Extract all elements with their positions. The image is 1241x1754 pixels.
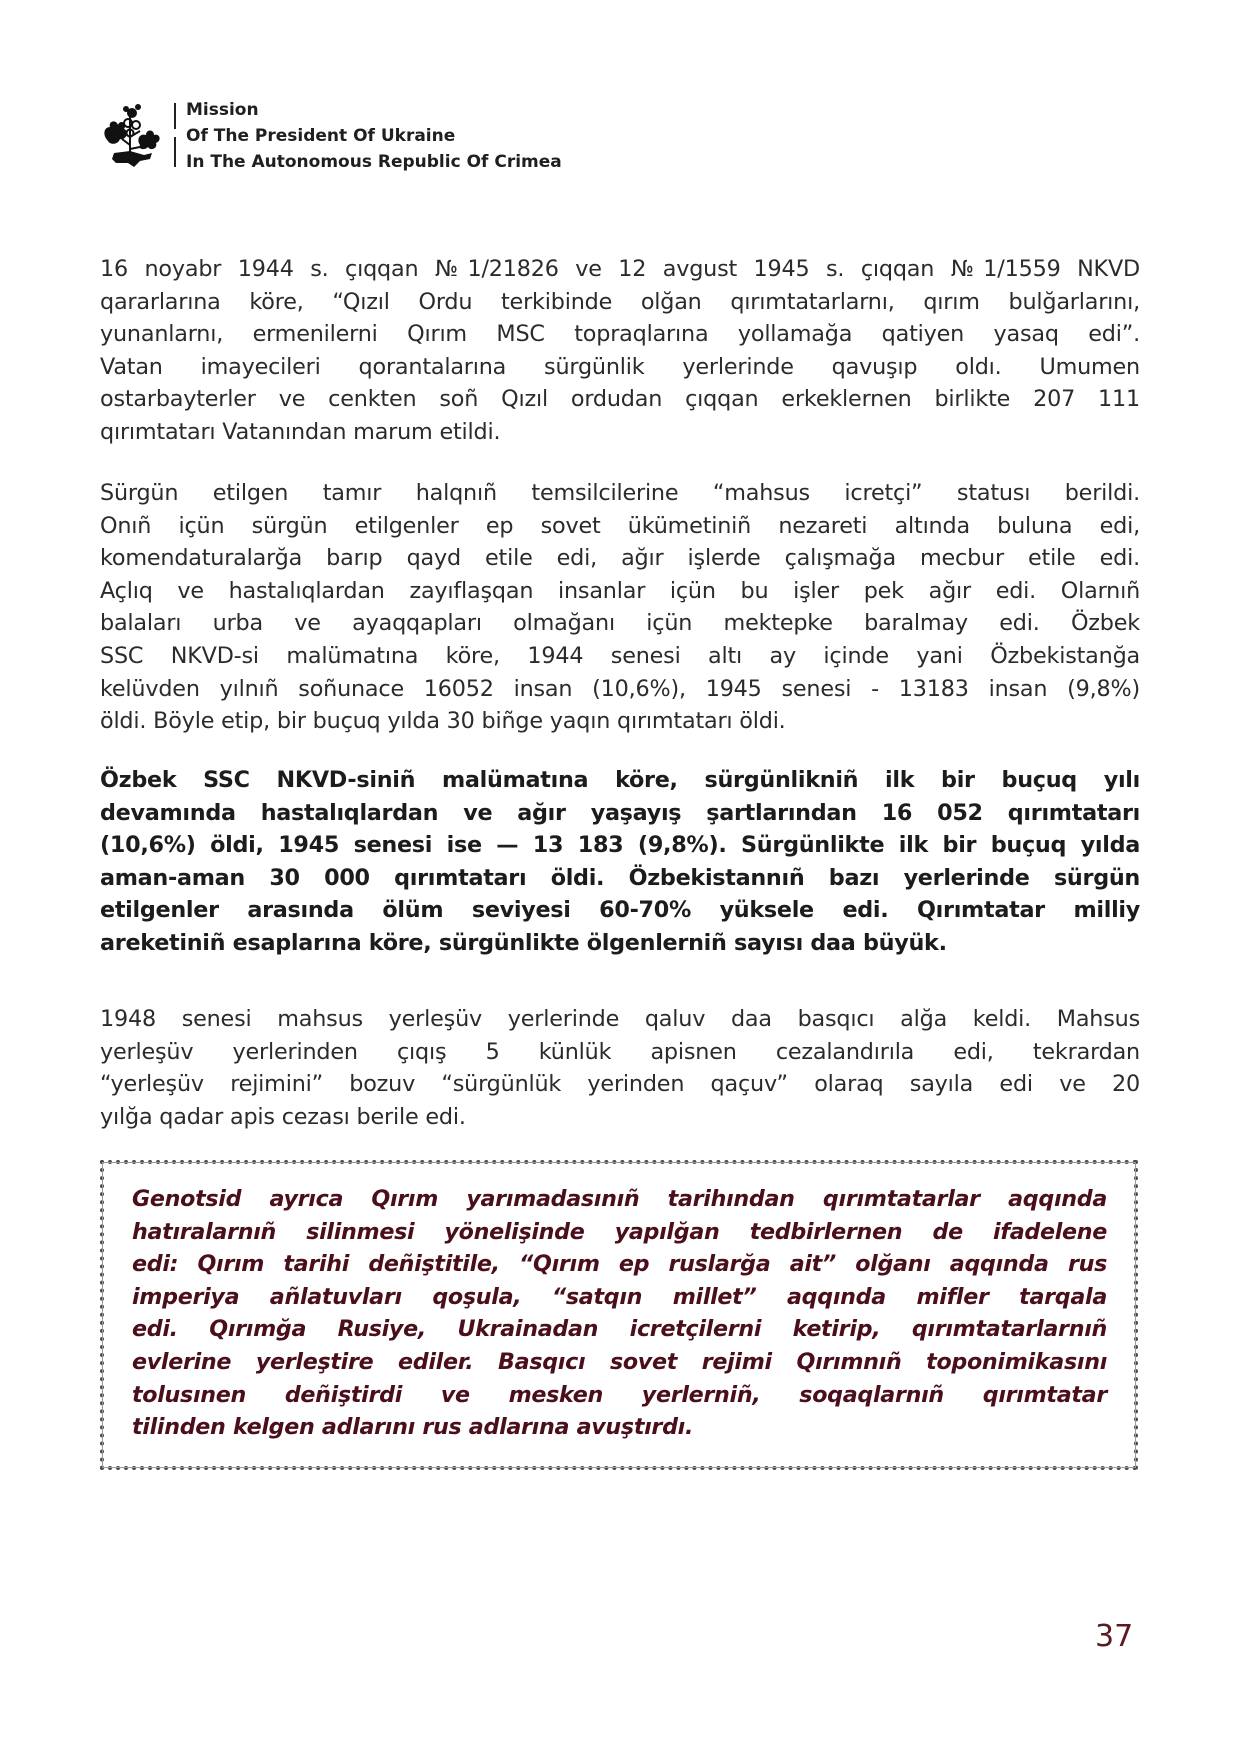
callout-line: Genotsid ayrıca Qırım yarımadasınıñ tarihından qırımtatarlar aqqında (132, 1186, 1107, 1212)
text-line: qırımtatarı Vatanından marum etildi. (100, 418, 501, 445)
paragraph-1 (100, 253, 1140, 449)
org-line: Mission (186, 100, 259, 120)
text-line: balaları urba ve ayaqqapları olmağanı içün mektepke baralmay edi. Özbek (100, 610, 1140, 637)
text-line: Özbek SSC NKVD-siniñ malümatına köre, sürgünlikniñ ilk bir buçuq yılı (100, 767, 1140, 793)
callout-line: edi. Qırımğa Rusiye, Ukrainadan icretçilerni ketirip, qırımtatarlarnıñ (132, 1316, 1107, 1343)
text-line: öldi. Böyle etip, bir buçuq yılda 30 biñge yaqın qırımtatarı öldi. (100, 708, 786, 735)
paragraph-2 (100, 477, 1140, 738)
text-line: Onıñ içün sürgün etilgenler ep sovet ükümetiniñ nezareti altında buluna edi, (100, 512, 1140, 539)
callout-line: imperiya añlatuvları qoşula, “satqın millet” aqqında mifler tarqala (132, 1283, 1107, 1310)
text-line: Sürgün etilgen tamır halqnıñ temsilcilerine “mahsus icretçi” statusı berildi. (100, 480, 1140, 506)
text-line: qararlarına köre, “Qızıl Ordu terkibinde olğan qırımtatarlarnı, qırım bulğarlarını, (100, 288, 1140, 315)
text-line: areketiniñ esaplarına köre, sürgünlikte ölgenlerniñ sayısı daa büyük. (100, 929, 947, 956)
text-line: SSC NKVD-si malümatına köre, 1944 senesi altı ay içinde yani Özbekistanğa (100, 642, 1140, 669)
callout-line: tolusınen deñiştirdi ve mesken yerlerniñ, soqaqlarnıñ qırımtatar (132, 1381, 1107, 1408)
paragraph-4 (100, 1003, 1140, 1133)
page-number: 37 (1095, 1619, 1134, 1654)
text-line: devamında hastalıqlardan ve ağır yaşayış şartlarından 16 052 qırımtatarı (100, 799, 1140, 826)
callout-line: edi: Qırım tarihi deñiştitile, “Qırım ep ruslarğa ait” olğanı aqqında rus (132, 1251, 1107, 1278)
callout-text (132, 1183, 1107, 1444)
text-line: aman-aman 30 000 qırımtatarı öldi. Özbekistannıñ bazı yerlerinde sürgün (100, 864, 1140, 891)
text-line: etilgenler arasında ölüm seviyesi 60-70% yüksele edi. Qırımtatar milliy (100, 897, 1140, 924)
paragraph-3-bold (100, 764, 1140, 960)
organization-name (186, 97, 562, 175)
text-line: Açlıq ve hastalıqlardan zayıflaşqan insanlar içün bu işler pek ağır edi. Olarnıñ (100, 577, 1140, 604)
text-line: Vatan imayecileri qorantalarına sürgünlik yerlerinde qavuşıp oldı. Umumen (100, 353, 1140, 380)
text-line: komendaturalarğa barıp qayd etile edi, ağır işlerde çalışmağa mecbur etile edi. (100, 545, 1140, 572)
text-line: kelüvden yılnıñ soñunace 16052 insan (10,6%), 1945 senesi - 13183 insan (9,8%) (100, 675, 1140, 702)
text-line: (10,6%) öldi, 1945 senesi ise — 13 183 (9,8%). Sürgünlikte ilk bir buçuq yılda (100, 832, 1140, 859)
org-line: Of The President Of Ukraine (186, 126, 456, 146)
text-line: 16 noyabr 1944 s. çıqqan №1/21826 ve 12 avgust 1945 s. çıqqan №1/1559 NKVD (100, 256, 1140, 282)
text-line: yunanlarnı, ermenilerni Qırım MSC topraqlarına yollamağa qatiyen yasaq edi”. (100, 321, 1140, 348)
text-line: yılğa qadar apis cezası berile edi. (100, 1103, 466, 1130)
text-line: ostarbayterler ve cenkten soñ Qızıl ordudan çıqqan erkeklernen birlikte 207 111 (100, 386, 1140, 413)
header-divider (174, 103, 176, 129)
org-line: In The Autonomous Republic Of Crimea (186, 152, 562, 172)
crimean-flower-emblem-icon (100, 101, 164, 169)
header-divider (174, 137, 176, 167)
text-line: yerleşüv yerlerinden çıqış 5 künlük apisnen cezalandırıla edi, tekrardan (100, 1038, 1140, 1065)
callout-line: hatıralarnıñ silinmesi yönelişinde yapılğan tedbirlernen de ifadelene (132, 1218, 1107, 1245)
callout-line: evlerine yerleştire ediler. Basqıcı sovet rejimi Qırımnıñ toponimikasını (132, 1348, 1107, 1375)
text-line: 1948 senesi mahsus yerleşüv yerlerinde qaluv daa basqıcı alğa keldi. Mahsus (100, 1006, 1140, 1032)
text-line: “yerleşüv rejimini” bozuv “sürgünlük yerinden qaçuv” olaraq sayıla edi ve 20 (100, 1071, 1140, 1098)
callout-line: tilinden kelgen adlarını rus adlarına avuştırdı. (132, 1414, 694, 1441)
